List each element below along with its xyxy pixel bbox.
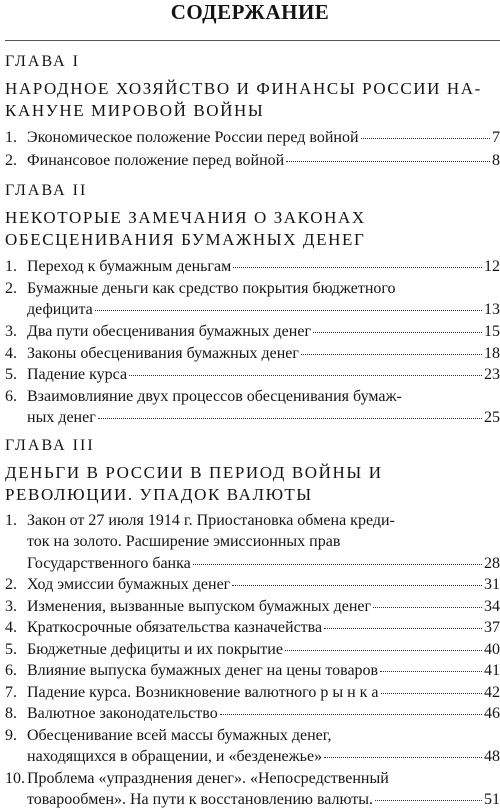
chapter-2-title-line2: ОБЕСЦЕНИВАНИЯ БУМАЖНЫХ ДЕНЕГ — [5, 230, 366, 249]
entry-title: Законы обесценивания бумажных денег — [27, 345, 299, 362]
entry-page: 51 — [484, 791, 500, 808]
chapter-2-title-line1: НЕКОТОРЫЕ ЗАМЕЧАНИЯ О ЗАКОНАХ — [5, 208, 366, 227]
chapter-3-label: ГЛАВА III — [5, 437, 95, 454]
entry-number: 6. — [5, 388, 17, 405]
toc-entry[interactable] — [5, 280, 500, 298]
entry-page: 48 — [484, 748, 500, 765]
dot-leader — [232, 585, 482, 586]
entry-title: Падение курса. Возникновение валютного р ы н к а — [27, 684, 379, 701]
toc-entry[interactable] — [5, 662, 500, 680]
entry-title-continuation: ных денег — [27, 409, 96, 426]
entry-title-continuation: товарообмен». На пути к восстановлению валюты. — [27, 791, 374, 808]
entry-title: Финансовое положение перед войной — [27, 152, 285, 169]
entry-page: 13 — [484, 301, 500, 318]
entry-number: 10. — [5, 770, 25, 787]
dot-leader — [313, 332, 482, 333]
dot-leader — [233, 267, 482, 268]
entry-page: 41 — [484, 662, 500, 679]
chapter-1-label: ГЛАВА I — [5, 53, 80, 70]
dot-leader — [285, 650, 482, 651]
entry-page: 46 — [484, 705, 500, 722]
dot-leader — [95, 310, 482, 311]
entry-number: 7. — [5, 684, 17, 701]
chapter-1-title-line2: КАНУНЕ МИРОВОЙ ВОЙНЫ — [5, 101, 265, 120]
chapter-3-title-line1: ДЕНЬГИ В РОССИИ В ПЕРИОД ВОЙНЫ И — [5, 463, 383, 482]
entry-number: 6. — [5, 662, 17, 679]
toc-entry[interactable] — [5, 366, 500, 384]
entry-page: 18 — [484, 345, 500, 362]
toc-entry[interactable] — [5, 684, 500, 702]
toc-entry[interactable] — [5, 705, 500, 723]
entry-number: 9. — [5, 727, 17, 744]
entry-number: 2. — [5, 152, 17, 169]
dot-leader — [301, 354, 482, 355]
entry-page: 23 — [484, 366, 500, 383]
entry-title: Ход эмиссии бумажных денег — [27, 576, 231, 593]
entry-number: 1. — [5, 258, 17, 275]
page-title: СОДЕРЖАНИЕ — [170, 0, 330, 24]
entry-page: 31 — [484, 576, 500, 593]
entry-number: 2. — [5, 576, 17, 593]
dot-leader — [193, 564, 482, 565]
toc-entry[interactable] — [5, 512, 500, 530]
dot-leader — [220, 714, 482, 715]
dot-leader — [381, 693, 482, 694]
dot-leader — [361, 138, 490, 139]
divider — [5, 40, 500, 41]
entry-title-continuation: Государственного банка — [27, 555, 191, 572]
dot-leader — [98, 418, 482, 419]
toc-entry[interactable] — [5, 345, 500, 363]
entry-title: Падение курса — [27, 366, 128, 383]
entry-page: 28 — [484, 555, 500, 572]
dot-leader — [324, 757, 482, 758]
entry-page: 42 — [484, 684, 500, 701]
dot-leader — [373, 607, 482, 608]
entry-title: Бумажные деньги как средство покрытия бюджетного — [27, 280, 396, 297]
entry-title: Обесценивание всей массы бумажных денег, — [27, 727, 332, 744]
entry-page: 7 — [492, 129, 500, 146]
toc-entry-continuation: ток на золото. Расширение эмиссионных прав — [27, 533, 341, 550]
entry-page: 40 — [484, 641, 500, 658]
entry-number: 8. — [5, 705, 17, 722]
entry-title: Бюджетные дефициты и их покрытие — [27, 641, 283, 658]
entry-title: Два пути обесценивания бумажных денег — [27, 323, 311, 340]
dot-leader — [375, 800, 482, 801]
entry-title: Проблема «упразднения денег». «Непосредственный — [27, 770, 389, 787]
toc-entry-continuation[interactable] — [5, 748, 500, 766]
entry-page: 12 — [484, 258, 500, 275]
entry-number: 1. — [5, 512, 17, 529]
toc-entry-continuation[interactable] — [5, 409, 500, 427]
toc-entry[interactable] — [5, 576, 500, 594]
entry-number: 4. — [5, 345, 17, 362]
entry-title: Изменения, вызванные выпуском бумажных денег — [27, 598, 372, 615]
toc-entry[interactable] — [5, 388, 500, 406]
entry-title: Закон от 27 июля 1914 г. Приостановка обмена креди- — [27, 512, 395, 529]
toc-entry[interactable] — [5, 641, 500, 659]
toc-entry[interactable] — [5, 598, 500, 616]
entry-number: 2. — [5, 280, 17, 297]
entry-page: 34 — [484, 598, 500, 615]
dot-leader — [129, 375, 482, 376]
dot-leader — [324, 628, 482, 629]
toc-entry-continuation[interactable] — [5, 301, 500, 319]
entry-title: Влияние выпуска бумажных денег на цены товаров — [27, 662, 379, 679]
entry-page: 25 — [484, 409, 500, 426]
chapter-1-title-line1: НАРОДНОЕ ХОЗЯЙСТВО И ФИНАНСЫ РОССИИ НА- — [5, 79, 482, 98]
entry-page: 37 — [484, 619, 500, 636]
entry-title: Переход к бумажным деньгам — [27, 258, 232, 275]
toc-entry[interactable] — [5, 770, 500, 788]
toc-entry[interactable] — [5, 152, 500, 170]
entry-page: 15 — [484, 323, 500, 340]
entry-number: 3. — [5, 598, 17, 615]
entry-number: 5. — [5, 641, 17, 658]
entry-title: Экономическое положение России перед войной — [27, 129, 359, 146]
chapter-3-title-line2: РЕВОЛЮЦИИ. УПАДОК ВАЛЮТЫ — [5, 485, 313, 504]
toc-entry[interactable] — [5, 727, 500, 745]
toc-entry[interactable] — [5, 323, 500, 341]
toc-entry-continuation[interactable] — [5, 791, 500, 809]
chapter-2-label: ГЛАВА II — [5, 182, 88, 199]
entry-title-continuation: дефицита — [27, 301, 93, 318]
toc-entry-continuation[interactable] — [5, 555, 500, 573]
dot-leader — [286, 161, 490, 162]
entry-number: 1. — [5, 129, 17, 146]
entry-title: Краткосрочные обязательства казначейства — [27, 619, 323, 636]
entry-page: 8 — [492, 152, 500, 169]
entry-number: 4. — [5, 619, 17, 636]
entry-title-continuation: находящихся в обращении, и «безденежье» — [27, 748, 323, 765]
toc-entry[interactable] — [5, 258, 500, 276]
entry-title: Валютное законодательство — [27, 705, 218, 722]
toc-entry[interactable] — [5, 129, 500, 147]
entry-number: 3. — [5, 323, 17, 340]
toc-entry[interactable] — [5, 619, 500, 637]
dot-leader — [380, 671, 482, 672]
entry-title: Взаимовлияние двух процессов обесценивания бумаж- — [27, 388, 402, 405]
entry-number: 5. — [5, 366, 17, 383]
